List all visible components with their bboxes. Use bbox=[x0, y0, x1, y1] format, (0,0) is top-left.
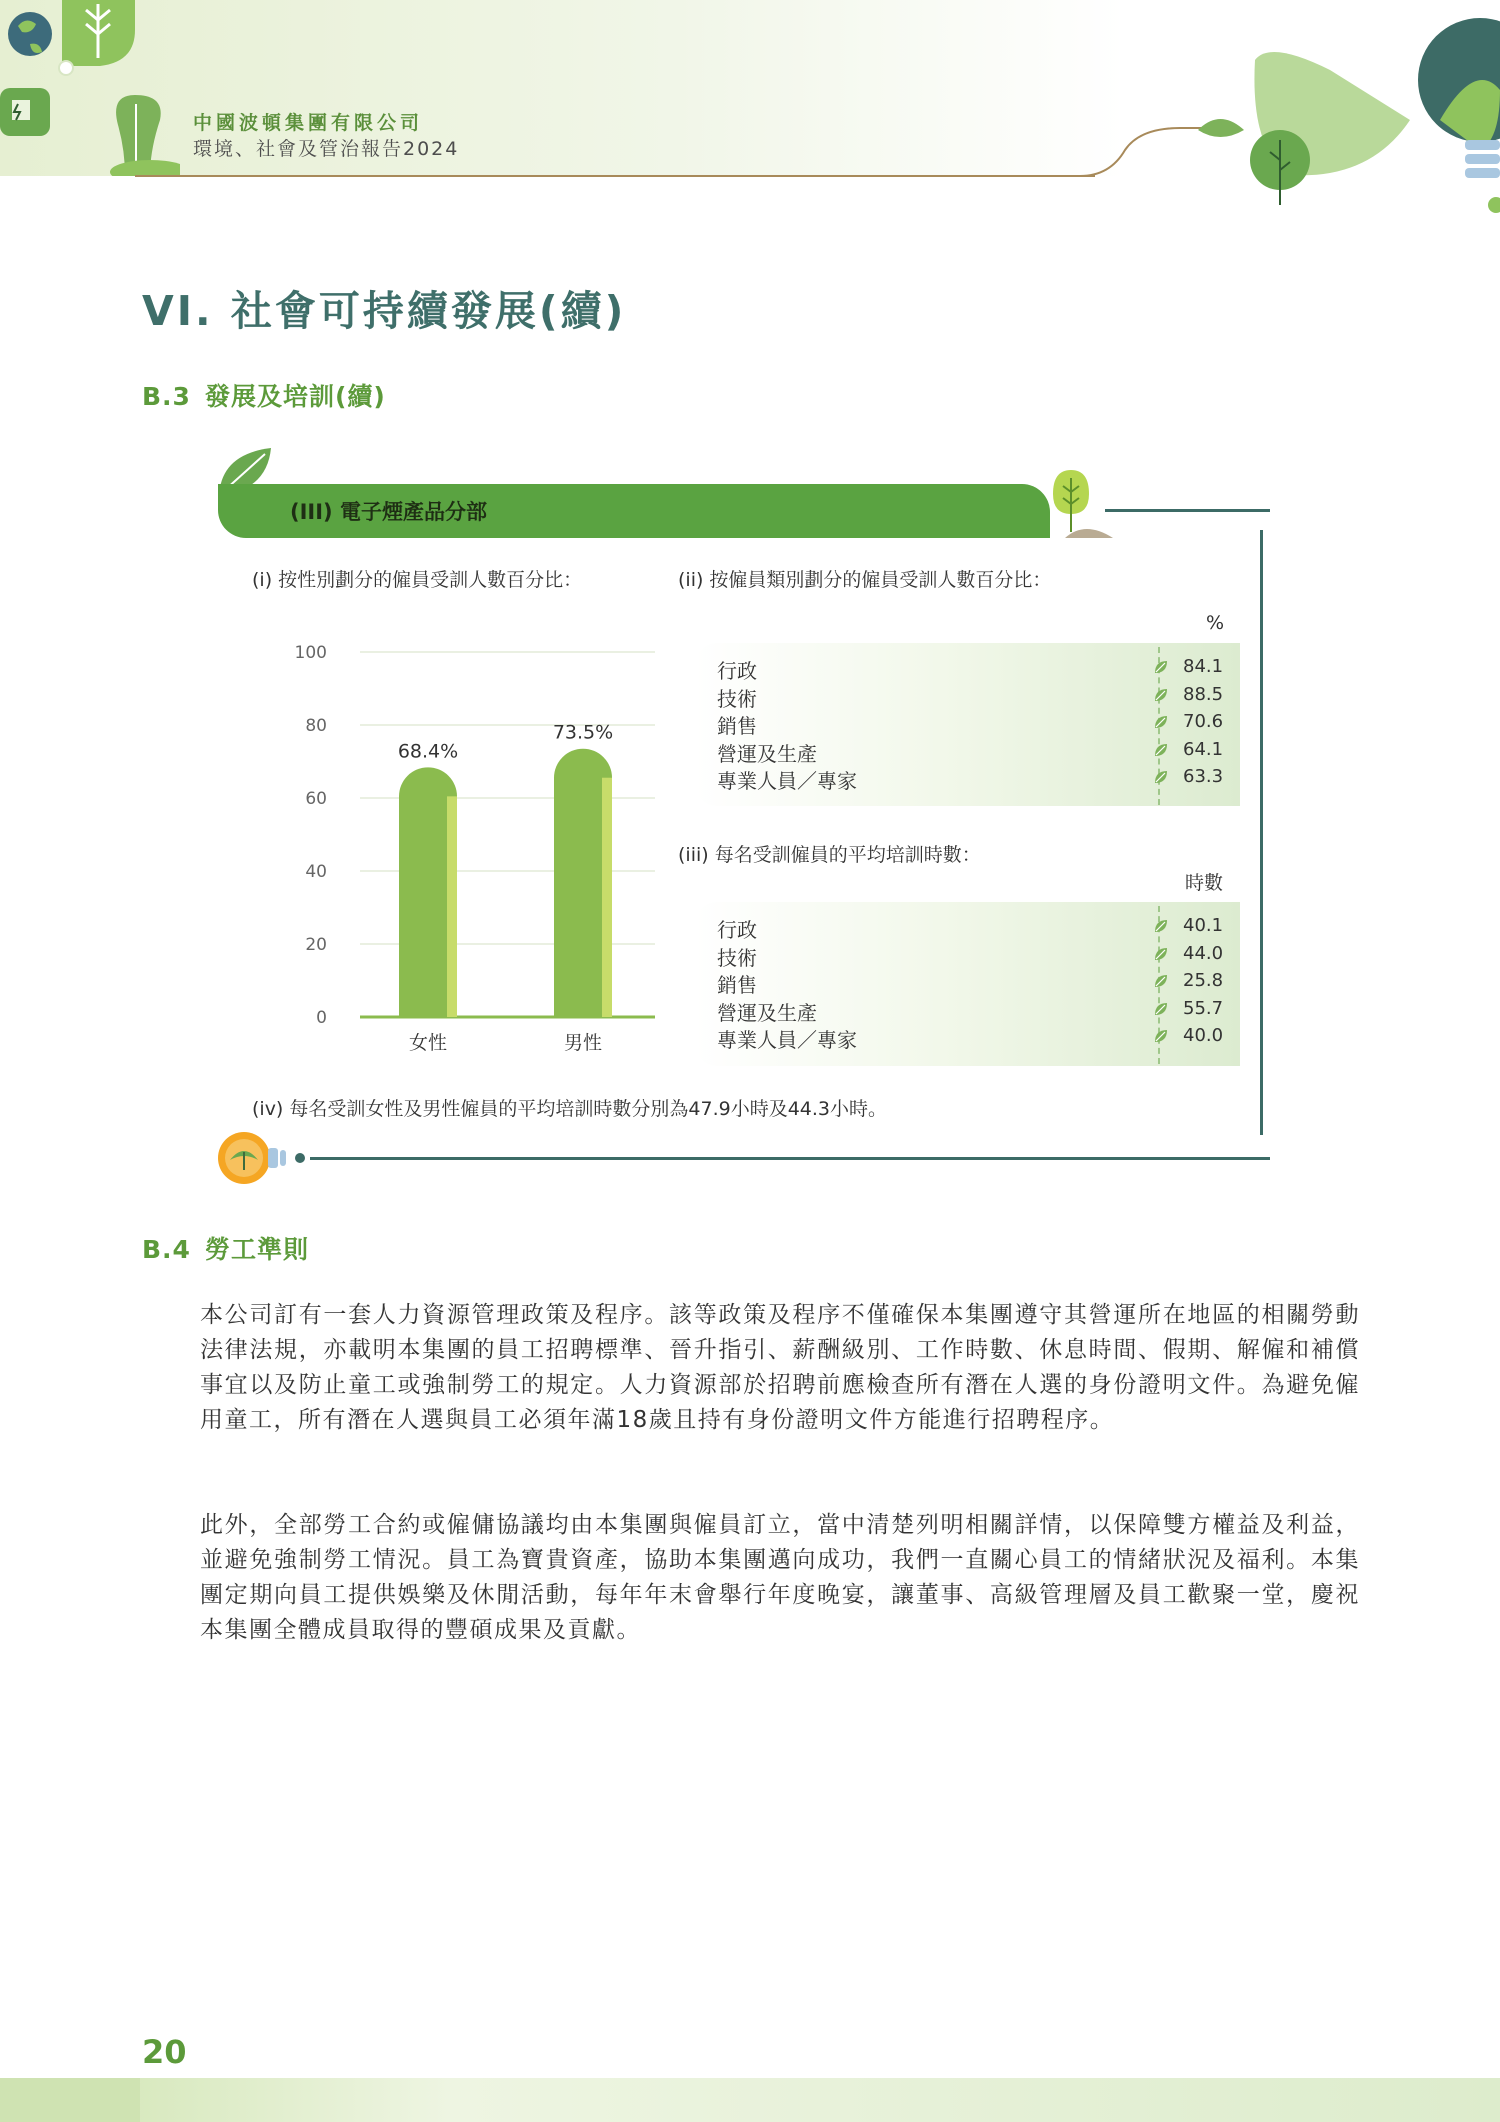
leaf-bullet-icon bbox=[1153, 742, 1169, 758]
y-tick-label: 60 bbox=[305, 789, 327, 809]
company-name: 中國波頓集團有限公司 bbox=[193, 112, 424, 134]
panel-frame-top bbox=[1105, 509, 1270, 512]
panel-frame-right bbox=[1260, 530, 1263, 1135]
leaf-bullet-icon bbox=[1153, 918, 1169, 934]
data-label: 68.4% bbox=[397, 740, 459, 763]
header-right-decoration bbox=[1080, 0, 1500, 220]
y-tick-label: 100 bbox=[294, 643, 327, 663]
row-category: 技術 bbox=[717, 686, 757, 711]
table-iii-unit: 時數 bbox=[1185, 872, 1224, 894]
section-title: VI. 社會可持續發展(續) bbox=[142, 287, 627, 335]
row-value: 88.5 bbox=[1183, 683, 1224, 705]
report-title: 環境、社會及管治報告2024 bbox=[193, 138, 460, 160]
y-tick-label: 20 bbox=[305, 935, 327, 955]
table-row bbox=[695, 765, 1240, 793]
table-row bbox=[695, 683, 1240, 711]
table-iii bbox=[695, 902, 1240, 1066]
row-value: 70.6 bbox=[1183, 711, 1224, 732]
subsection-title bbox=[142, 377, 386, 413]
bar-highlight bbox=[447, 796, 457, 1017]
subsection-number: B.3 bbox=[142, 382, 191, 411]
b4-number: B.4 bbox=[142, 1235, 191, 1264]
row-value: 40.0 bbox=[1183, 1025, 1224, 1046]
page-number: 20 bbox=[142, 2033, 187, 2071]
table-ii bbox=[695, 643, 1240, 806]
row-value: 40.1 bbox=[1183, 915, 1224, 936]
header-left-decoration bbox=[0, 0, 180, 176]
q2-label: (ii) 按僱員類別劃分的僱員受訓人數百分比： bbox=[678, 569, 1052, 591]
leaf-bullet-icon bbox=[1153, 1028, 1169, 1044]
leaf-bullet-icon bbox=[1153, 687, 1169, 703]
data-label: 73.5% bbox=[552, 721, 614, 744]
b4-paragraph-1: 本公司訂有一套人力資源管理政策及程序。該等政策及程序不僅確保本集團遵守其營運所在地區的相關勞動法律法規，亦載明本集團的員工招聘標準、晉升指引、薪酬級別、工作時數、休息時間、假期、解僱和補償事宜以及防止童工或強制勞工的規定。人力資源部於招聘前應檢查所有潛在人選的身份證明文件。為避免僱用童工，所有潛在人選與員工必須年滿18歲且持有身份證明文件方能進行招聘程序。 bbox=[200, 1302, 1360, 1433]
leaf-bullet-icon bbox=[1153, 659, 1169, 675]
table-row bbox=[695, 942, 1240, 970]
row-value: 64.1 bbox=[1183, 738, 1224, 760]
table-row bbox=[695, 914, 1240, 942]
subsection-label: 發展及培訓(續) bbox=[204, 382, 386, 411]
category-label: 女性 bbox=[408, 1032, 448, 1054]
leaf-bullet-icon bbox=[1153, 973, 1169, 989]
note-iv: (iv) 每名受訓女性及男性僱員的平均培訓時數分別為47.9小時及44.3小時。 bbox=[252, 1098, 887, 1120]
leaf-icon bbox=[1198, 119, 1244, 137]
row-value: 63.3 bbox=[1183, 766, 1224, 787]
b4-title bbox=[142, 1230, 309, 1266]
row-category: 營運及生產 bbox=[717, 1000, 817, 1025]
row-category: 專業人員／專家 bbox=[717, 1028, 857, 1052]
category-label: 男性 bbox=[563, 1032, 603, 1054]
panel-frame-bottom bbox=[310, 1157, 1270, 1160]
footer-block bbox=[0, 2078, 140, 2122]
bar-highlight bbox=[602, 778, 612, 1017]
header-divider bbox=[135, 175, 1095, 177]
table-row bbox=[695, 1024, 1240, 1052]
q3-label: (iii) 每名受訓僱員的平均培訓時數： bbox=[678, 844, 981, 866]
row-value: 84.1 bbox=[1183, 656, 1224, 677]
row-value: 44.0 bbox=[1183, 942, 1224, 964]
row-category: 銷售 bbox=[717, 973, 757, 997]
row-category: 行政 bbox=[717, 659, 757, 683]
table-row bbox=[695, 710, 1240, 738]
row-category: 營運及生產 bbox=[717, 741, 817, 766]
gender-bar-chart bbox=[270, 630, 670, 1060]
b4-label: 勞工準則 bbox=[204, 1235, 309, 1264]
leaf-bullet-icon bbox=[1153, 1001, 1169, 1017]
footer-band bbox=[0, 2078, 1500, 2122]
row-category: 專業人員／專家 bbox=[717, 769, 857, 793]
q1-label: (i) 按性別劃分的僱員受訓人數百分比： bbox=[252, 569, 583, 591]
panel-tree-icon bbox=[1045, 462, 1120, 540]
leaf-bullet-icon bbox=[1153, 946, 1169, 962]
row-category: 行政 bbox=[717, 918, 757, 942]
table-ii-unit: % bbox=[1206, 612, 1225, 634]
y-tick-label: 0 bbox=[316, 1008, 327, 1028]
bulb-icon bbox=[216, 1130, 306, 1186]
table-row bbox=[695, 969, 1240, 997]
y-tick-label: 80 bbox=[305, 716, 327, 736]
row-value: 25.8 bbox=[1183, 970, 1224, 991]
panel-title: (III) 電子煙產品分部 bbox=[290, 500, 487, 524]
table-row bbox=[695, 997, 1240, 1025]
b4-paragraph-2: 此外，全部勞工合約或僱傭協議均由本集團與僱員訂立，當中清楚列明相關詳情，以保障雙方權益及利益，並避免強制勞工情況。員工為寶貴資產，協助本集團邁向成功，我們一直關心員工的情緒狀況及福利。本集團定期向員工提供娛樂及休閒活動，每年年末會舉行年度晚宴，讓董事、高級管理層及員工歡聚一堂，慶祝本集團全體成員取得的豐碩成果及貢獻。 bbox=[200, 1512, 1360, 1643]
table-row bbox=[695, 738, 1240, 766]
row-category: 銷售 bbox=[717, 714, 757, 738]
table-row bbox=[695, 655, 1240, 683]
globe-icon bbox=[8, 12, 52, 56]
leaf-bullet-icon bbox=[1153, 714, 1169, 730]
row-category: 技術 bbox=[717, 945, 757, 970]
y-tick-label: 40 bbox=[305, 862, 327, 882]
leaf-bullet-icon bbox=[1153, 769, 1169, 785]
row-value: 55.7 bbox=[1183, 997, 1224, 1019]
